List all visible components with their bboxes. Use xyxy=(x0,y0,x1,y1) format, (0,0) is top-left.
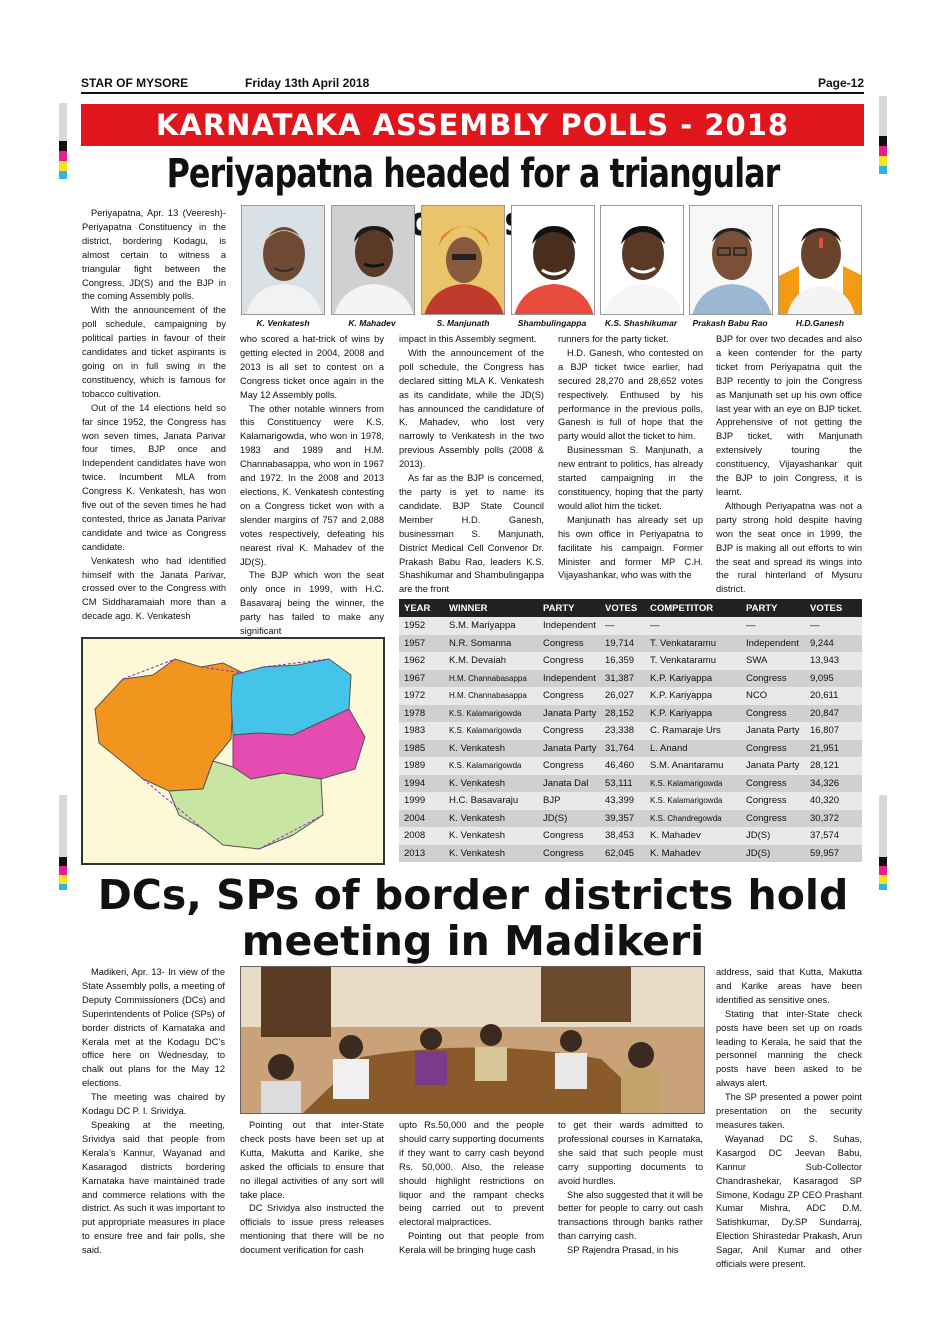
table-cell: Congress xyxy=(533,687,600,705)
table-cell: Congress xyxy=(736,705,805,723)
paragraph: upto Rs.50,000 and the people should carry supporting documents if they want to carry cash beyond Rs. 50,000. Also, the release should highlight restrictions on liquor and the rampant checks being carried out to prevent electoral malpractices. xyxy=(399,1120,544,1228)
page-number: Page-12 xyxy=(817,76,864,90)
table-cell: 16,807 xyxy=(805,722,862,740)
photo-caption: Prakash Babu Rao xyxy=(692,318,768,328)
candidate-photo xyxy=(331,205,415,315)
table-cell: K. Venkatesh xyxy=(435,845,533,863)
table-row xyxy=(399,757,862,775)
table-cell: K. Venkatesh xyxy=(435,775,533,793)
registration-bar xyxy=(879,146,887,156)
paragraph: Out of the 14 elections held so far since 1952, the Congress has won seven times, Janata Parivar four times, BJP once and Independent candidates have won twice. Incumbent MLA from Congress K. Venkatesh, has won five out of the seven times he had contested, thrice as Janata Parivar candidate and twice as Congress candidate. xyxy=(82,402,226,552)
registration-bar xyxy=(59,141,67,151)
table-cell: 46,460 xyxy=(600,757,645,775)
table-cell: 40,320 xyxy=(805,792,862,810)
registration-bar xyxy=(879,795,887,857)
photo-caption: Shambulingappa xyxy=(517,318,587,328)
column-header: VOTES xyxy=(600,599,645,617)
table-cell: Independent xyxy=(533,617,600,635)
candidate-photo xyxy=(421,205,505,315)
table-cell: K.P. Kariyappa xyxy=(645,687,736,705)
registration-bar xyxy=(59,866,67,875)
table-cell: 20,847 xyxy=(805,705,862,723)
paragraph: Venkatesh who had identified himself with the Janata Parivar, crossed over to the Congress with CM Siddharamaiah more than a decade ago. K. Venkatesh xyxy=(82,555,226,622)
table-cell: 20,611 xyxy=(805,687,862,705)
photo-caption: H.D.Ganesh xyxy=(795,318,845,328)
table-cell: K. Venkatesh xyxy=(435,810,533,828)
story1-column-1 xyxy=(82,207,226,624)
registration-bar xyxy=(59,103,67,141)
table-cell: 19,714 xyxy=(600,635,645,653)
candidate-photo xyxy=(778,205,862,315)
table-cell: K. Venkatesh xyxy=(435,740,533,758)
constituency-map xyxy=(81,637,385,865)
table-cell: 21,951 xyxy=(805,740,862,758)
table-cell: 1999 xyxy=(399,792,435,810)
meeting-photo xyxy=(240,966,705,1114)
registration-bar xyxy=(59,151,67,161)
table-header-row xyxy=(399,599,862,617)
table-cell: JD(S) xyxy=(736,827,805,845)
table-cell: 28,152 xyxy=(600,705,645,723)
paragraph: She also suggested that it will be better for people to carry out cash transactions through banks rather than carrying cash. xyxy=(558,1189,703,1242)
table-cell: 39,357 xyxy=(600,810,645,828)
photo-caption: K. Mahadev xyxy=(348,318,396,328)
table-cell: Janata Party xyxy=(533,705,600,723)
table-cell: 37,574 xyxy=(805,827,862,845)
registration-bar xyxy=(879,96,887,136)
paragraph: Wayanad DC S. Suhas, Kasargod DC Jeevan Babu, Kannur Sub-Collector Chandrashekar, Kasaragod SP Simone, Kodagu ZP CEO Prashant Kumar Mishra, ADC D.M. Satishkumar, Dy.SP Sundarraj, Election Shirastedar Prakash, Arun Sagar, Anil Kumar and other officials were present. xyxy=(716,1133,862,1270)
table-cell: 2004 xyxy=(399,810,435,828)
table-cell: 26,027 xyxy=(600,687,645,705)
table-cell: 38,453 xyxy=(600,827,645,845)
registration-bar xyxy=(59,857,67,866)
table-cell: K.S. Kalamarigowda xyxy=(645,792,736,810)
paragraph: The meeting was chaired by Kodagu DC P. I. Srividya. xyxy=(82,1092,225,1117)
table-cell: NCO xyxy=(736,687,805,705)
table-cell: 62,045 xyxy=(600,845,645,863)
table-cell: K. Mahadev xyxy=(645,845,736,863)
table-cell: 2013 xyxy=(399,845,435,863)
table-row xyxy=(399,792,862,810)
registration-bar xyxy=(879,857,887,866)
table-cell: 1985 xyxy=(399,740,435,758)
registration-bar xyxy=(879,136,887,146)
table-row xyxy=(399,810,862,828)
table-cell: Congress xyxy=(736,810,805,828)
registration-bar xyxy=(879,884,887,890)
table-cell: K.S. Chandregowda xyxy=(645,810,736,828)
table-cell: SWA xyxy=(736,652,805,670)
table-cell: Congress xyxy=(533,845,600,863)
table-row xyxy=(399,705,862,723)
table-cell: 59,957 xyxy=(805,845,862,863)
table-cell: 1952 xyxy=(399,617,435,635)
story2-column-4 xyxy=(558,1119,703,1258)
table-cell: H.M. Channabasappa xyxy=(435,687,533,705)
story1-column-5 xyxy=(716,333,862,597)
table-row xyxy=(399,740,862,758)
table-cell: Congress xyxy=(533,635,600,653)
paragraph: The BJP which won the seat only once in 1999, with H.C. Basavaraj being the winner, the party has failed to make any significant xyxy=(240,570,384,637)
table-cell: JD(S) xyxy=(533,810,600,828)
paragraph: As far as the BJP is concerned, the party is yet to name its candidate. BJP State Council Member H.D. Ganesh, businessman S. Manjunath, District Medical Cell Convenor Dr. Prakash Babu Rao, leaders K.S. Shashikumar and Shambulingappa are the front xyxy=(399,473,544,595)
registration-bar xyxy=(59,884,67,890)
table-cell: K. Venkatesh xyxy=(435,827,533,845)
table-cell: K.S. Kalamarigowda xyxy=(645,775,736,793)
candidate-photo xyxy=(511,205,595,315)
paragraph: Stating that inter-State check posts have been set up on roads leading to Kerala, he said that the personnel manning the check posts have been asked to be always alert. xyxy=(716,1008,862,1089)
table-cell: 16,359 xyxy=(600,652,645,670)
table-cell: S.M. Mariyappa xyxy=(435,617,533,635)
table-cell: 2008 xyxy=(399,827,435,845)
table-cell: H.M. Channabasappa xyxy=(435,670,533,688)
table-cell: K.M. Devaiah xyxy=(435,652,533,670)
story2-headline-line1: DCs, SPs of border districts hold xyxy=(97,871,849,919)
paragraph: With the announcement of the poll schedule, the Congress has declared sitting MLA K. Venkatesh as its candidate, while the JD(S) has announced the candidature of K. Mahadev, who lost very narrowly to Venkatesh in the two previous Assembly polls (2008 & 2013). xyxy=(399,347,544,470)
candidate-photo xyxy=(600,205,684,315)
table-cell: 1972 xyxy=(399,687,435,705)
table-cell: 1978 xyxy=(399,705,435,723)
paper-name: STAR OF MYSORE xyxy=(81,76,189,90)
table-row xyxy=(399,775,862,793)
table-cell: N.R. Somanna xyxy=(435,635,533,653)
paragraph: to get their wards admitted to professional courses in Karnataka, she said that such people must carry supporting documents to avoid hurdles. xyxy=(558,1120,703,1186)
table-cell: K.S. Kalamarigowda xyxy=(435,705,533,723)
paragraph: Businessman S. Manjunath, a new entrant to politics, has already started campaigning in the constituency, hoping that the party would allot him the ticket. xyxy=(558,445,703,511)
table-cell: 43,399 xyxy=(600,792,645,810)
table-row xyxy=(399,617,862,635)
table-cell: 31,764 xyxy=(600,740,645,758)
issue-date: Friday 13th April 2018 xyxy=(245,76,370,90)
table-cell: H.C. Basavaraju xyxy=(435,792,533,810)
table-cell: Janata Party xyxy=(736,757,805,775)
registration-bar xyxy=(59,171,67,179)
paragraph: The other notable winners from this Constituency were K.S. Kalamarigowda, who won in 1978, 1983 and 1989 and H.M. Channabasappa, who won in 1967 and 1972. In the 2008 and 2013 elections, K. Venkatesh contesting on a Congress ticket won with a slender margins of 757 and 2,088 votes respectively, defeating his nearest rival K. Mahadev of the JD(S). xyxy=(240,403,384,567)
table-row xyxy=(399,670,862,688)
registration-bar xyxy=(59,161,67,171)
table-cell: 1989 xyxy=(399,757,435,775)
column-header: WINNER xyxy=(435,599,533,617)
story2-column-2 xyxy=(240,1119,384,1258)
table-cell: K. Mahadev xyxy=(645,827,736,845)
table-cell: K.P. Kariyappa xyxy=(645,670,736,688)
paragraph: DC Srividya also instructed the officials to issue press releases mentioning that there will be no document verification for cash xyxy=(240,1203,384,1256)
paragraph: SP Rajendra Prasad, in his xyxy=(567,1245,679,1256)
table-cell: L. Anand xyxy=(645,740,736,758)
paragraph: Speaking at the meeting, Srividya said that people from Kerala’s Kannur, Wayanad and Kasaragod districts bordering Karnataka have maintained trade and commerce relations with the district. As such it was important to put appropriate measures in place to ensure free and fair polls, she said. xyxy=(82,1119,225,1256)
photo-caption: K.S. Shashikumar xyxy=(604,318,678,328)
table-cell: 31,387 xyxy=(600,670,645,688)
table-cell: S.M. Anantaramu xyxy=(645,757,736,775)
table-cell: K.P. Kariyappa xyxy=(645,705,736,723)
table-cell: Janata Party xyxy=(736,722,805,740)
table-cell: — xyxy=(736,617,805,635)
table-row xyxy=(399,687,862,705)
column-header: VOTES xyxy=(805,599,862,617)
table-cell: Congress xyxy=(533,757,600,775)
paragraph: runners for the party ticket. xyxy=(558,334,669,344)
paragraph: With the announcement of the poll schedule, campaigning by political parties in favour of their candidates and ticket aspirants is going on in full swing in the constituency, which is famous for tobacco cultivation. xyxy=(82,305,226,399)
paragraph: H.D. Ganesh, who contested on a BJP ticket twice earlier, had secured 28,270 and 28,652 votes respectively. Enthused by his performance in the previous polls, Ganesh is full of hope that the party would allot the ticket to him. xyxy=(558,347,703,442)
story1-column-2 xyxy=(240,333,384,639)
table-cell: 1962 xyxy=(399,652,435,670)
table-cell: 28,121 xyxy=(805,757,862,775)
registration-bar xyxy=(59,875,67,884)
table-cell: JD(S) xyxy=(736,845,805,863)
table-row xyxy=(399,652,862,670)
paragraph: The SP presented a power point presentation on the security measures taken. xyxy=(716,1092,862,1130)
registration-bar xyxy=(879,866,887,875)
column-header: PARTY xyxy=(533,599,600,617)
registration-bar xyxy=(879,156,887,166)
column-header: COMPETITOR xyxy=(645,599,736,617)
section-banner: KARNATAKA ASSEMBLY POLLS - 2018 xyxy=(81,104,864,146)
candidate-photo xyxy=(689,205,773,315)
table-cell: 9,095 xyxy=(805,670,862,688)
table-cell: Congress xyxy=(533,827,600,845)
table-cell: 30,372 xyxy=(805,810,862,828)
table-row xyxy=(399,845,862,863)
paragraph: address, said that Kutta, Makutta and Karike areas have been identified as sensitive ones. xyxy=(716,967,862,1005)
registration-bar xyxy=(879,875,887,884)
table-cell: Congress xyxy=(736,670,805,688)
table-cell: Congress xyxy=(736,740,805,758)
table-cell: Congress xyxy=(533,722,600,740)
table-cell: 9,244 xyxy=(805,635,862,653)
table-cell: Independent xyxy=(533,670,600,688)
table-row xyxy=(399,827,862,845)
story1-column-4 xyxy=(558,333,703,583)
table-cell: C. Ramaraje Urs xyxy=(645,722,736,740)
registration-bar xyxy=(59,795,67,857)
story2-column-5 xyxy=(716,966,862,1272)
masthead xyxy=(81,76,864,94)
table-cell: BJP xyxy=(533,792,600,810)
story1-headline: Periyapatna headed for a triangular xyxy=(166,151,780,197)
paragraph: Periyapatna, Apr. 13 (Veeresh)- Periyapatna Constituency in the district, bordering Kodagu, is almost certain to witness a triangular fight between the Congress, JD(S) and the BJP in the coming Assembly polls. xyxy=(82,208,226,302)
table-cell: 23,338 xyxy=(600,722,645,740)
story2-headline xyxy=(80,872,866,964)
photo-caption: K. Venkatesh xyxy=(256,318,310,328)
table-cell: T. Venkataramu xyxy=(645,652,736,670)
paragraph: BJP for over two decades and also a keen contender for the party ticket from Periyapatna quit the BJP recently to join the Congress as Manjunath set up his own office last year with an eye on BJP ticket. Apprehensive of not getting the BJP ticket, with Manjunath extensively touring the constituency, Vijayashankar quit the BJP to join Congress, it is learnt. xyxy=(716,334,862,497)
table-cell: Janata Dal xyxy=(533,775,600,793)
table-cell: 1957 xyxy=(399,635,435,653)
table-cell: — xyxy=(600,617,645,635)
table-cell: 1967 xyxy=(399,670,435,688)
table-cell: 1983 xyxy=(399,722,435,740)
paragraph: Pointing out that inter-State check posts have been set up at Kutta, Makutta and Karike, she asked the officials to ensure that no illegal activities of any sort will take place. xyxy=(240,1120,384,1200)
table-cell: 53,111 xyxy=(600,775,645,793)
story2-headline-line2: meeting in Madikeri xyxy=(241,917,705,965)
paragraph: Manjunath has already set up his own office in Periyapatna to facilitate his campaign. Former Minister and former MP C.H. Vijayashankar, who was with the xyxy=(558,514,703,581)
table-cell: — xyxy=(645,617,736,635)
table-cell: Congress xyxy=(533,652,600,670)
story1-column-3 xyxy=(399,333,544,597)
table-row xyxy=(399,635,862,653)
table-cell: Janata Party xyxy=(533,740,600,758)
paragraph: Although Periyapatna was not a party strong hold despite having won the seat once in 1999, the BJP is making all out efforts to win the seat and spread its wings into the rural hinterland of Mysuru district. xyxy=(716,500,862,595)
table-cell: 1994 xyxy=(399,775,435,793)
table-cell: Independent xyxy=(736,635,805,653)
paragraph: impact in this Assembly segment. xyxy=(399,334,537,344)
paragraph: Madikeri, Apr. 13- In view of the State Assembly polls, a meeting of Deputy Commissioners (DCs) and Superintendents of Police (SPs) of border districts of Karnataka and Kerala met at the Kodagu DC’s office here on Wednesday, to chalk out plans for the May 12 elections. xyxy=(82,967,225,1089)
table-cell: Congress xyxy=(736,775,805,793)
paragraph: who scored a hat-trick of wins by getting elected in 2004, 2008 and 2013 is all set to contest on a Congress ticket once again in the May 12 Assembly polls. xyxy=(240,334,384,400)
column-header: PARTY xyxy=(736,599,805,617)
photo-caption: S. Manjunath xyxy=(436,318,490,328)
candidate-photo xyxy=(241,205,325,315)
registration-bar xyxy=(879,166,887,174)
story2-column-3 xyxy=(399,1119,544,1258)
column-header: YEAR xyxy=(399,599,435,617)
story2-column-1 xyxy=(82,966,225,1258)
election-results-table xyxy=(399,599,862,862)
table-row xyxy=(399,722,862,740)
table-cell: — xyxy=(805,617,862,635)
table-cell: Congress xyxy=(736,792,805,810)
table-cell: T. Venkataramu xyxy=(645,635,736,653)
table-cell: K.S. Kalamarigowda xyxy=(435,722,533,740)
table-cell: K.S. Kalamarigowda xyxy=(435,757,533,775)
table-cell: 34,326 xyxy=(805,775,862,793)
paragraph: Pointing out that people from Kerala will be bringing huge cash xyxy=(399,1231,544,1256)
table-cell: 13,943 xyxy=(805,652,862,670)
